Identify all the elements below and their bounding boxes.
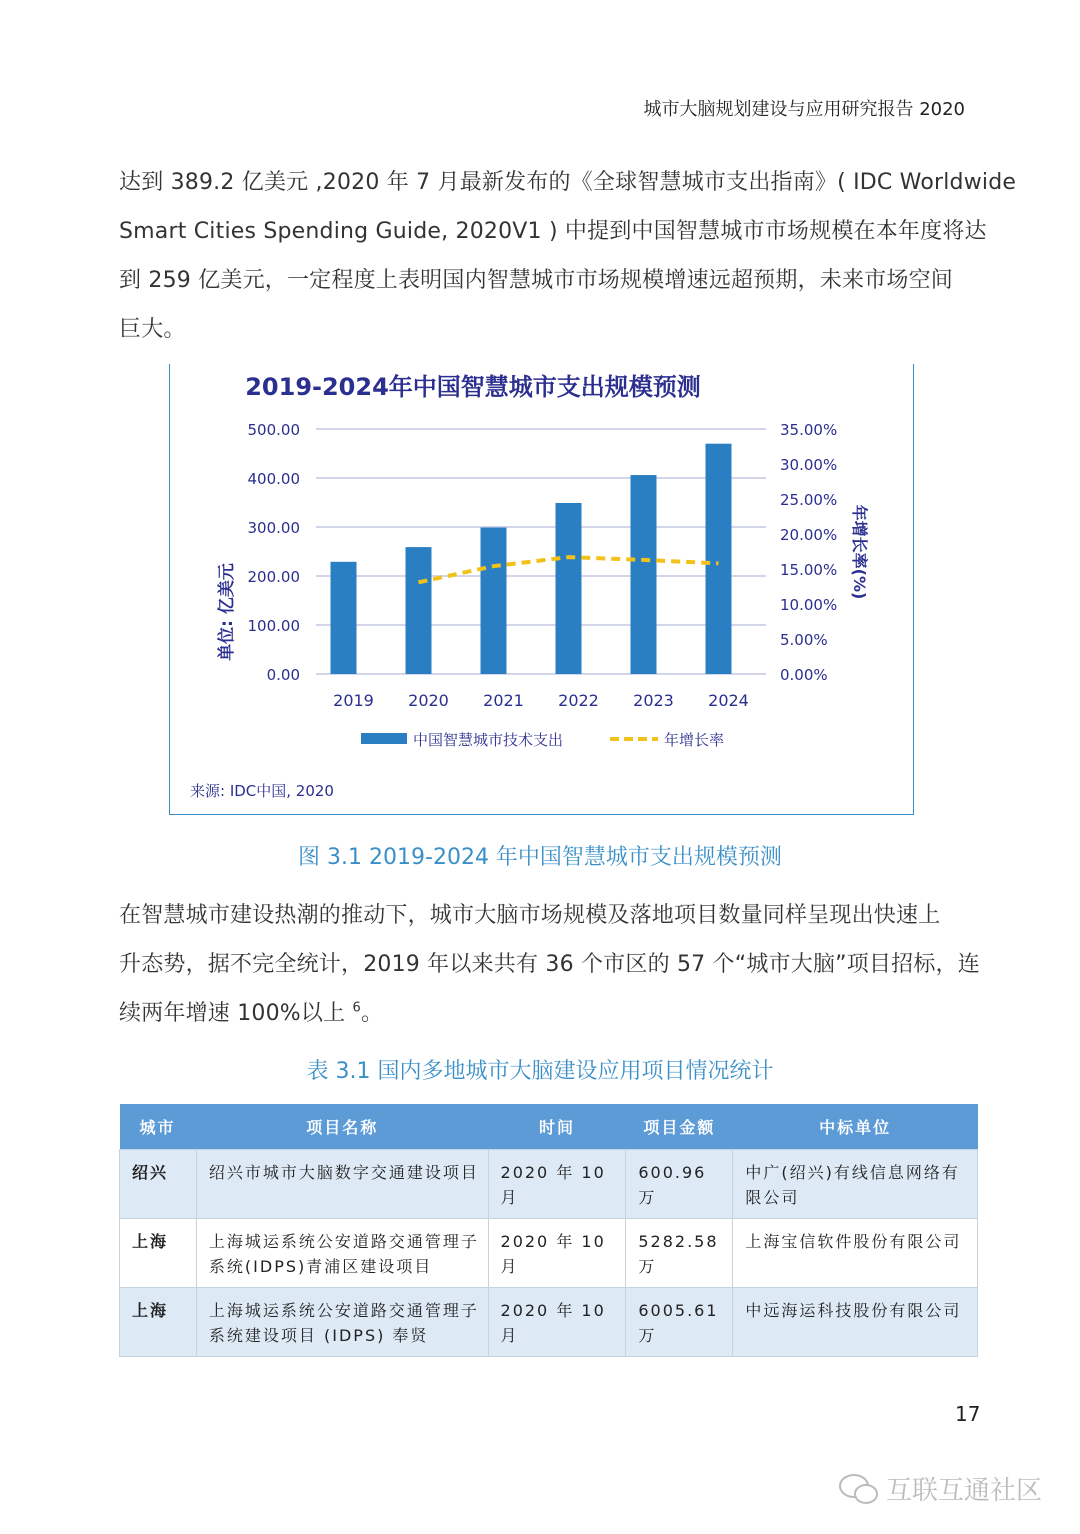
watermark-text: 互联互通社区 — [886, 1476, 1043, 1506]
cell-amount: 600.96 万 — [626, 1150, 733, 1219]
wechat-icon — [838, 1472, 880, 1506]
x-tick-label: 2019 — [333, 691, 374, 710]
table-row — [120, 1150, 978, 1219]
y-tick-label: 300.00 — [247, 519, 300, 537]
page-number: 17 — [955, 1402, 981, 1426]
x-tick-label: 2021 — [483, 691, 524, 710]
x-tick-label: 2020 — [408, 691, 449, 710]
cell-project: 上海城运系统公安道路交通管理子系统建设项目 (IDPS) 奉贤 — [196, 1288, 488, 1357]
watermark — [838, 1470, 1042, 1507]
cell-time: 2020 年 10 月 — [488, 1288, 626, 1357]
col-header-city: 城市 — [120, 1104, 197, 1150]
paragraph-line — [119, 996, 383, 1027]
cell-city: 上海 — [120, 1288, 197, 1357]
table-caption: 表 3.1 国内多地城市大脑建设应用项目情况统计 — [306, 1059, 774, 1084]
chart-frame — [169, 364, 914, 815]
paragraph-line: 达到 389.2 亿美元 ,2020 年 7 月最新发布的《全球智慧城市支出指南》( IDC Worldwide — [119, 170, 1017, 195]
cell-city: 上海 — [120, 1219, 197, 1288]
y2-tick-label: 15.00% — [780, 561, 838, 579]
y-tick-label: 500.00 — [247, 421, 300, 439]
cell-winner: 中远海运科技股份有限公司 — [733, 1288, 978, 1357]
x-tick-label: 2023 — [633, 691, 674, 710]
y2-tick-label: 35.00% — [780, 421, 838, 439]
y-axis-label: 单位: 亿美元 — [217, 563, 237, 661]
col-header-amount: 项目金额 — [626, 1104, 733, 1150]
y2-tick-label: 25.00% — [780, 491, 838, 509]
bar-2021 — [481, 527, 507, 674]
y2-axis-label: 年增长率(%) — [850, 504, 869, 600]
paragraph-line: 巨大。 — [119, 317, 186, 342]
y2-tick-label: 30.00% — [780, 456, 838, 474]
x-tick-label: 2024 — [708, 691, 749, 710]
cell-city: 绍兴 — [120, 1150, 197, 1219]
cell-time: 2020 年 10 月 — [488, 1219, 626, 1288]
y2-tick-label: 20.00% — [780, 526, 838, 544]
col-header-winner: 中标单位 — [733, 1104, 978, 1150]
y-tick-label: 100.00 — [247, 617, 300, 635]
legend-bar-label: 中国智慧城市技术支出 — [413, 731, 564, 749]
cell-project: 绍兴市城市大脑数字交通建设项目 — [196, 1150, 488, 1219]
y2-tick-label: 0.00% — [780, 666, 828, 684]
cell-amount: 6005.61 万 — [626, 1288, 733, 1357]
figure-caption: 图 3.1 2019-2024 年中国智慧城市支出规模预测 — [298, 845, 782, 870]
chart-source: 来源: IDC中国, 2020 — [190, 782, 334, 800]
cell-amount: 5282.58 万 — [626, 1219, 733, 1288]
table-row — [120, 1219, 978, 1288]
cell-winner: 上海宝信软件股份有限公司 — [733, 1219, 978, 1288]
legend-bar-swatch — [361, 733, 407, 744]
x-tick-label: 2022 — [558, 691, 599, 710]
col-header-project: 项目名称 — [196, 1104, 488, 1150]
paragraph-line: Smart Cities Spending Guide, 2020V1 ) 中提到中国智慧城市市场规模在本年度将达 — [119, 219, 987, 244]
paragraph-line: 到 259 亿美元，一定程度上表明国内智慧城市市场规模增速远超预期，未来市场空间 — [119, 268, 953, 293]
y-tick-label: 200.00 — [247, 568, 300, 586]
legend-line-label: 年增长率 — [664, 731, 725, 749]
y-tick-label: 0.00 — [266, 666, 300, 684]
cell-project: 上海城运系统公安道路交通管理子系统(IDPS)青浦区建设项目 — [196, 1219, 488, 1288]
col-header-time: 时间 — [488, 1104, 626, 1150]
bar-2020 — [406, 547, 432, 674]
y-tick-label: 400.00 — [247, 470, 300, 488]
table-row — [120, 1288, 978, 1357]
paragraph-line: 在智慧城市建设热潮的推动下，城市大脑市场规模及落地项目数量同样呈现出快速上 — [119, 903, 941, 928]
projects-table — [119, 1104, 978, 1357]
bar-2023 — [631, 475, 657, 674]
bar-2022 — [556, 503, 582, 674]
chart-title: 2019-2024年中国智慧城市支出规模预测 — [245, 373, 701, 401]
bar-2024 — [706, 444, 732, 674]
paragraph-line: 升态势，据不完全统计，2019 年以来共有 36 个市区的 57 个“城市大脑”项目招标，连 — [119, 952, 980, 977]
bar-2019 — [331, 562, 357, 674]
paragraph-text: 续两年增速 100%以上 — [119, 1001, 346, 1026]
paragraph-end: 。 — [360, 1001, 384, 1026]
footnote-mark: 6 — [352, 1000, 361, 1016]
cell-winner: 中广(绍兴)有线信息网络有限公司 — [733, 1150, 978, 1219]
y2-tick-label: 5.00% — [780, 631, 828, 649]
y2-tick-label: 10.00% — [780, 596, 838, 614]
running-header: 城市大脑规划建设与应用研究报告 2020 — [643, 99, 965, 120]
bar-line-chart — [170, 364, 915, 815]
cell-time: 2020 年 10 月 — [488, 1150, 626, 1219]
